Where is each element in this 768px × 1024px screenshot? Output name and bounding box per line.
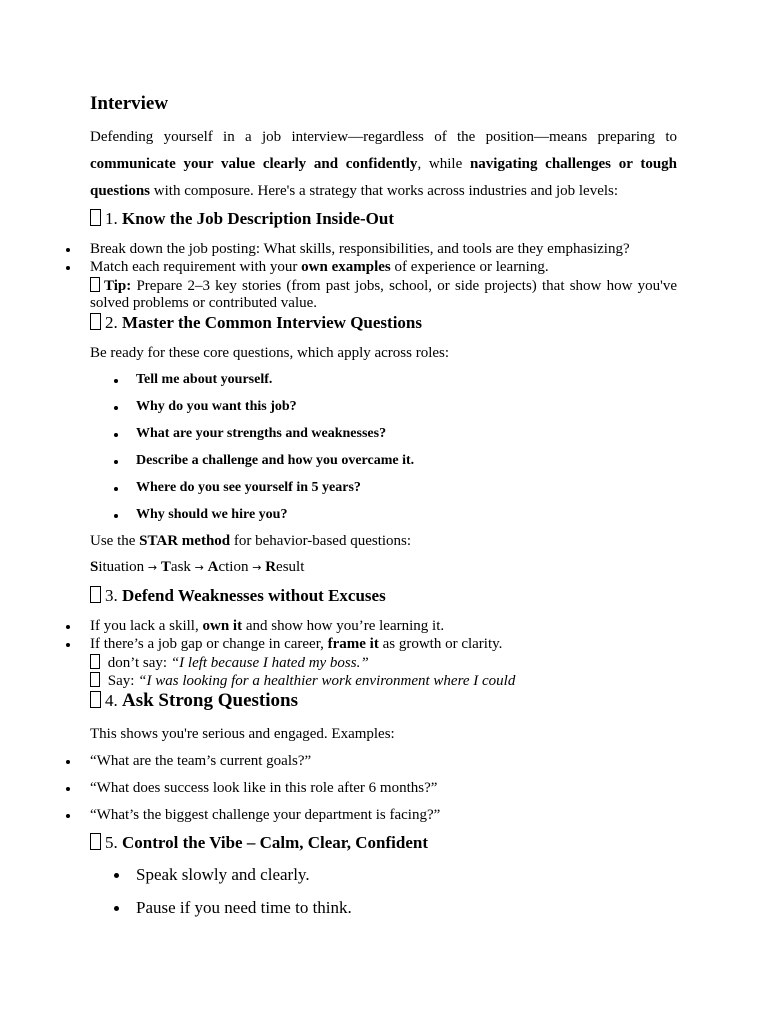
star-sequence	[90, 559, 304, 576]
star-text: Use the	[90, 533, 140, 549]
list-item-text: of experience or learning.	[390, 259, 549, 275]
bullet-icon	[66, 643, 70, 647]
section-4-lead: This shows you're serious and engaged. Examples:	[90, 726, 395, 742]
question-item	[136, 399, 297, 415]
emoji-placeholder-icon	[90, 672, 100, 687]
list-item	[90, 618, 444, 635]
star-word: ction	[218, 559, 249, 575]
list-item-text: Pause if you need time to think.	[136, 898, 352, 917]
section-5-heading	[90, 833, 428, 853]
bullet-icon	[114, 379, 118, 383]
star-letter: T	[160, 559, 171, 575]
tip-line-2: solved problems or contributed value.	[90, 295, 318, 311]
bullet-icon	[114, 487, 118, 491]
list-item-text: If there’s a job gap or change in career,	[90, 636, 328, 652]
list-item-bold: own it	[202, 618, 243, 634]
list-item	[90, 753, 311, 770]
emoji-placeholder-icon	[90, 586, 101, 603]
dont-say-label: don’t say:	[104, 655, 171, 671]
emoji-placeholder-icon	[90, 313, 101, 330]
section-number: 1.	[105, 209, 122, 228]
say-quote: “I was looking for a healthier work environment where I could	[138, 673, 516, 689]
tip-line-1	[90, 277, 677, 295]
arrow-right-icon: →	[194, 561, 204, 574]
list-item-text: Match each requirement with your	[90, 259, 302, 275]
star-letter: A	[207, 559, 219, 575]
emoji-placeholder-icon	[90, 654, 100, 669]
emoji-placeholder-icon	[90, 209, 101, 226]
intro-line-1: Defending yourself in a job interview—regardless of the position—means preparing to	[90, 129, 677, 145]
bullet-icon	[66, 787, 70, 791]
bullet-icon	[66, 625, 70, 629]
tip-text: Prepare 2–3 key stories (from past jobs, school, or side projects) that show how you've	[131, 278, 677, 294]
star-word: ask	[170, 559, 191, 575]
tip-label: Tip:	[104, 278, 132, 294]
list-item-text: If you lack a skill,	[90, 618, 203, 634]
section-title: Control the Vibe – Calm, Clear, Confident	[122, 833, 428, 852]
list-item	[90, 807, 440, 824]
list-item-text: Speak slowly and clearly.	[136, 865, 310, 884]
list-item-text: “What’s the biggest challenge your department is facing?”	[90, 807, 441, 823]
intro-bold-value: communicate your value clearly and confidently	[90, 156, 418, 172]
list-item	[90, 259, 549, 276]
intro-line-3	[90, 183, 618, 200]
bullet-icon	[114, 514, 118, 518]
intro-text: with composure. Here's a strategy that works across industries and job levels:	[150, 183, 619, 199]
star-intro	[90, 533, 411, 550]
question-item	[136, 453, 414, 469]
question-text: Where do you see yourself in 5 years?	[136, 480, 361, 495]
question-text: Why do you want this job?	[136, 399, 297, 414]
star-method-label: STAR method	[139, 533, 231, 549]
emoji-placeholder-icon	[90, 691, 101, 708]
section-4-heading	[90, 690, 298, 712]
star-letter: R	[265, 559, 277, 575]
list-item-text: “What are the team’s current goals?”	[90, 753, 312, 769]
bullet-icon	[66, 760, 70, 764]
bullet-icon	[114, 873, 119, 878]
star-word: esult	[276, 559, 305, 575]
dont-say-line	[90, 654, 369, 672]
intro-line-2	[90, 156, 677, 173]
list-item-text: “What does success look like in this role after 6 months?”	[90, 780, 438, 796]
question-text: Describe a challenge and how you overcame it.	[136, 453, 415, 468]
question-text: What are your strengths and weaknesses?	[136, 426, 387, 441]
arrow-right-icon: →	[252, 561, 262, 574]
list-item-bold: frame it	[327, 636, 379, 652]
section-title: Ask Strong Questions	[122, 690, 298, 711]
list-item-text: Break down the job posting: What skills, responsibilities, and tools are they emphasizing?	[90, 241, 630, 257]
question-item	[136, 372, 272, 388]
list-item	[136, 898, 352, 918]
question-item	[136, 507, 287, 523]
list-item-text: and show how you’re learning it.	[242, 618, 445, 634]
section-title: Defend Weaknesses without Excuses	[122, 586, 386, 605]
emoji-placeholder-icon	[90, 277, 100, 292]
intro-bold-challenges: navigating challenges or tough	[469, 156, 678, 172]
bullet-icon	[66, 266, 70, 270]
bullet-icon	[66, 814, 70, 818]
list-item	[90, 780, 437, 797]
section-title: Master the Common Interview Questions	[122, 313, 422, 332]
section-2-lead: Be ready for these core questions, which apply across roles:	[90, 345, 450, 361]
question-text: Why should we hire you?	[136, 507, 288, 522]
section-1-heading	[90, 209, 394, 229]
bullet-icon	[66, 248, 70, 252]
section-number: 5.	[105, 833, 122, 852]
say-label: Say:	[104, 673, 139, 689]
list-item	[90, 636, 502, 653]
bullet-icon	[114, 906, 119, 911]
list-item	[136, 865, 310, 885]
star-text: for behavior-based questions:	[230, 533, 412, 549]
say-line	[90, 672, 515, 690]
dont-say-quote: “I left because I hated my boss.”	[170, 655, 369, 671]
emoji-placeholder-icon	[90, 833, 101, 850]
list-item	[90, 241, 630, 258]
question-item	[136, 480, 361, 496]
bullet-icon	[114, 406, 118, 410]
star-word: ituation	[98, 559, 145, 575]
star-letter: S	[90, 559, 99, 575]
page-title: Interview	[90, 93, 169, 114]
bullet-icon	[114, 433, 118, 437]
bullet-icon	[114, 460, 118, 464]
section-number: 3.	[105, 586, 122, 605]
section-title: Know the Job Description Inside-Out	[122, 209, 395, 228]
list-item-text: as growth or clarity.	[378, 636, 503, 652]
section-3-heading	[90, 586, 386, 606]
list-item-bold: own examples	[301, 259, 391, 275]
question-text: Tell me about yourself.	[136, 372, 273, 387]
intro-text: , while	[417, 156, 470, 172]
question-item	[136, 426, 386, 442]
arrow-right-icon: →	[147, 561, 158, 574]
section-2-heading	[90, 313, 422, 333]
section-number: 4.	[105, 691, 122, 710]
section-number: 2.	[105, 313, 122, 332]
intro-bold-questions: questions	[90, 183, 151, 199]
